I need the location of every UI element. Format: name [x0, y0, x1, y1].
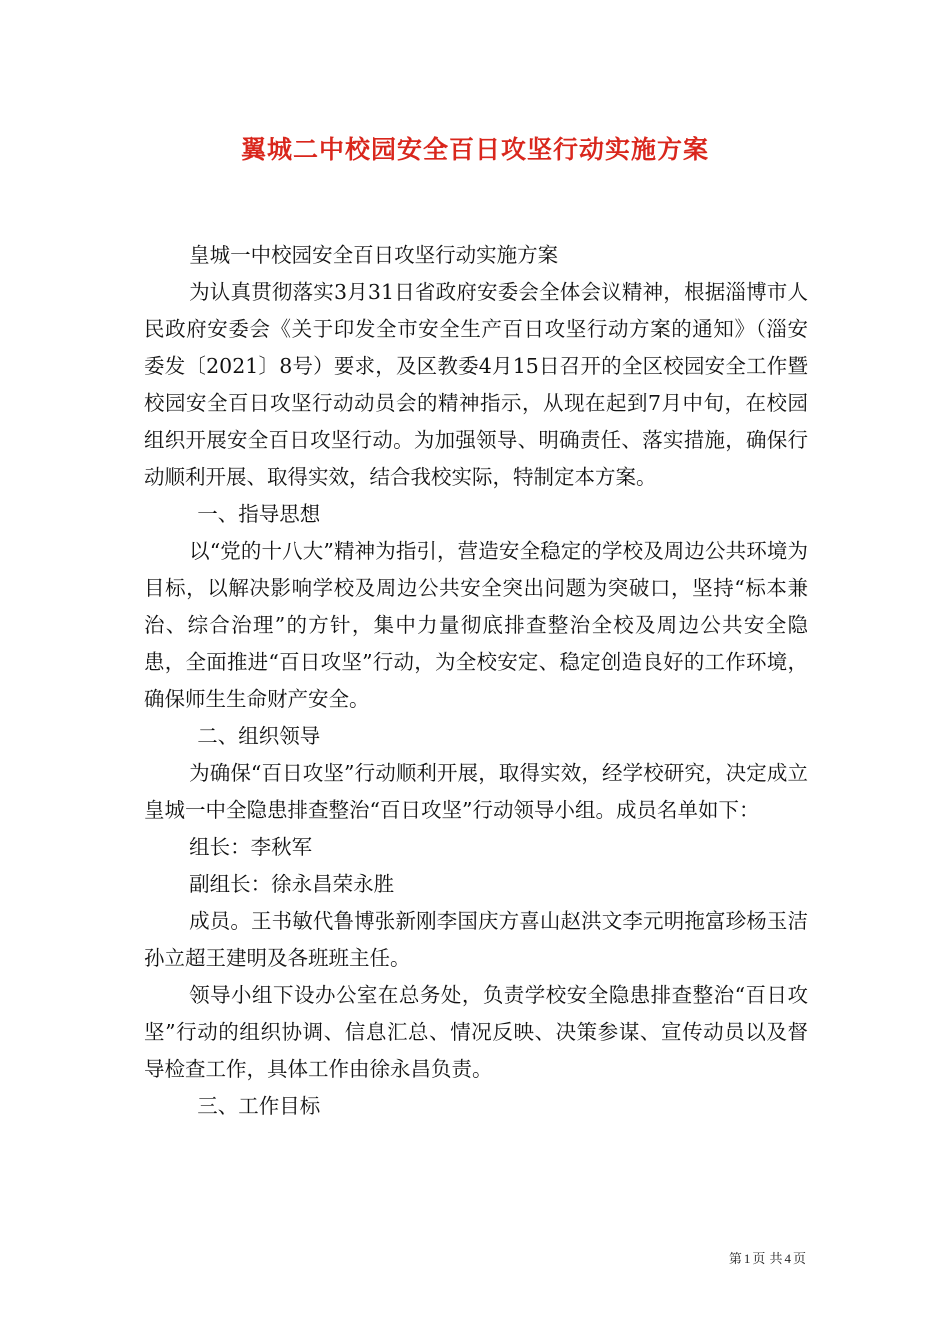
guiding-ideology-paragraph: 以“党的十八大”精神为指引，营造安全稳定的学校及周边公共环境为目标，以解决影响学校及周边公共安全突出问题为突破口，坚持“标本兼治、综合治理”的方针，集中力量彻底排查整治全校及周边公共安全隐患，全面推进“百日攻坚”行动，为全校安定、稳定创造良好的工作环境，确保师生生命财产安全。: [144, 539, 808, 711]
members-paragraph: 成员。王书敏代鲁博张新刚李国庆方喜山赵洪文李元明拖富珍杨玉洁孙立超王建明及各班班主任。: [144, 909, 808, 970]
office-paragraph: 领导小组下设办公室在总务处，负责学校安全隐患排查整治“百日攻坚”行动的组织协调、信息汇总、情况反映、决策参谋、宣传动员以及督导检查工作，具体工作由徐永昌负责。: [144, 983, 808, 1081]
leader-line: 组长：李秋军: [189, 835, 313, 859]
footer-middle: 页 共: [752, 1252, 783, 1267]
footer-prefix: 第: [728, 1252, 742, 1267]
subtitle-paragraph: 皇城一中校园安全百日攻坚行动实施方案: [189, 243, 559, 267]
document-title: 翼城二中校园安全百日攻坚行动实施方案: [240, 135, 709, 164]
intro-paragraph: 为认真贯彻落实3月31日省政府安委会全体会议精神，根据淄博市人民政府安委会《关于印发全市安全生产百日攻坚行动方案的通知》（淄安委发〔2021〕8号）要求，及区教委4月15日召开的全区校园安全工作暨校园安全百日攻坚行动动员会的精神指示，从现在起到7月中旬，在校园组织开展安全百日攻坚行动。为加强领导、明确责任、落实措施，确保行动顺利开展、取得实效，结合我校实际，特制定本方案。: [144, 280, 808, 489]
deputy-leader-line: 副组长：徐永昌荣永胜: [189, 872, 395, 896]
page-footer: [729, 1248, 806, 1267]
footer-page-number: 1: [743, 1251, 751, 1266]
footer-total-pages: 4: [784, 1251, 791, 1266]
organization-paragraph: 为确保“百日攻坚”行动顺利开展，取得实效，经学校研究，决定成立皇城一中全隐患排查整治“百日攻坚”行动领导小组。成员名单如下：: [144, 761, 808, 822]
section-heading-guiding-ideology: 一、指导思想: [197, 502, 321, 526]
footer-suffix: 页: [792, 1252, 806, 1267]
section-heading-organization: 二、组织领导: [197, 724, 321, 748]
section-heading-work-goals: 三、工作目标: [197, 1094, 321, 1118]
document-body: [144, 237, 808, 1125]
